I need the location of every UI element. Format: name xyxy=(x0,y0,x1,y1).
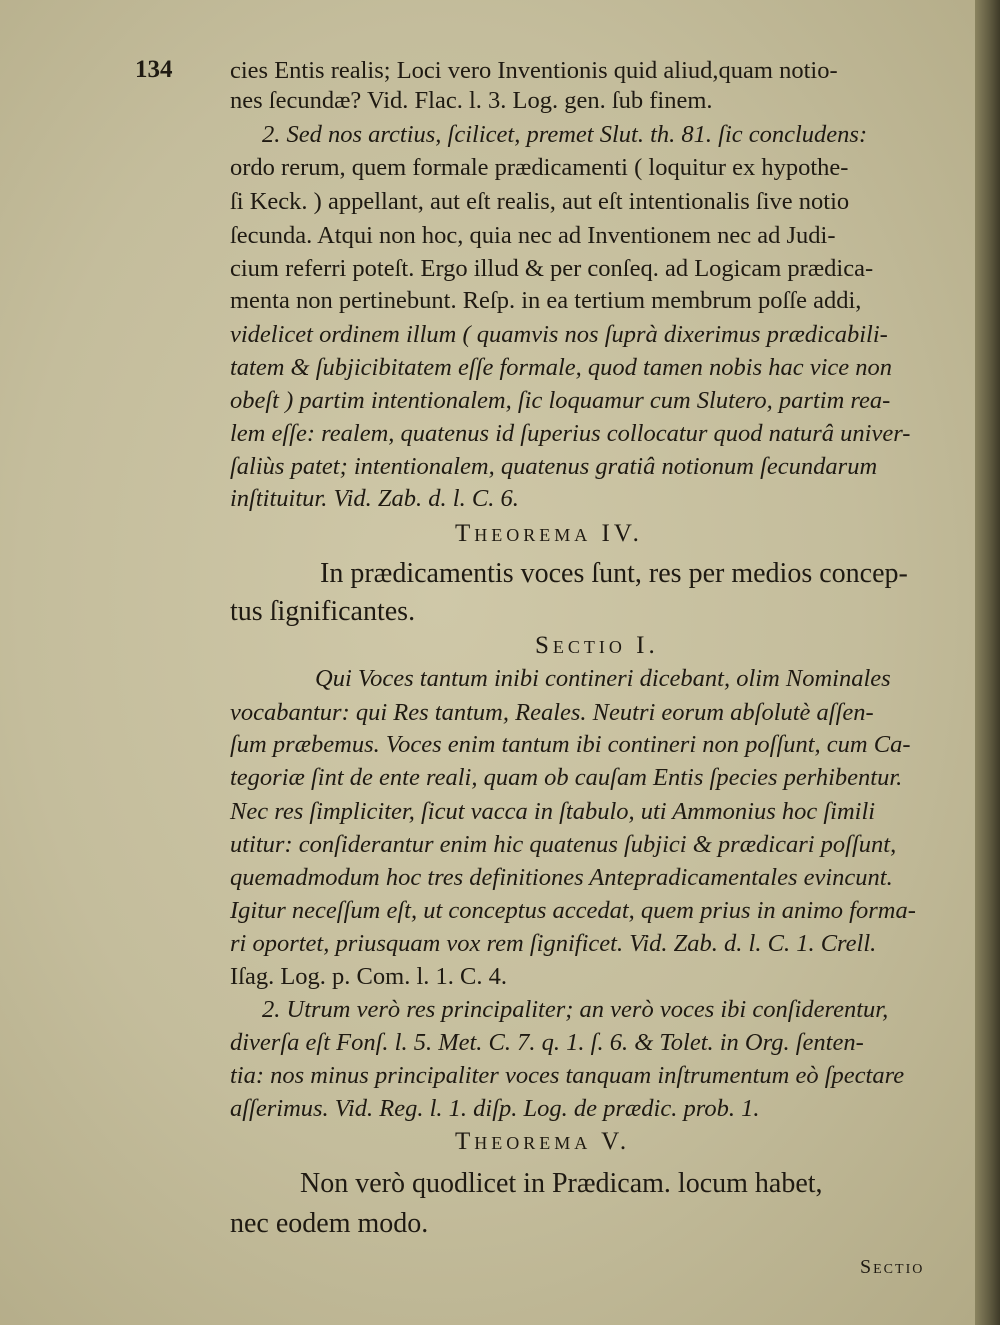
page-edge xyxy=(975,0,1000,1325)
text-line: utitur: conſiderantur enim hic quatenus ſubjici & prædicari poſſunt, xyxy=(230,831,897,858)
text-line: 2. Sed nos arctius, ſcilicet, premet Slut. th. 81. ſic concludens: xyxy=(262,121,868,148)
text-line: ſum præbemus. Voces enim tantum ibi contineri non poſſunt, cum Ca- xyxy=(230,731,911,758)
text-line: 2. Utrum verò res principaliter; an verò voces ibi conſiderentur, xyxy=(262,996,889,1023)
text-line: diverſa eſt Fonſ. l. 5. Met. C. 7. q. 1. ſ. 6. & Tolet. in Org. ſenten- xyxy=(230,1029,864,1056)
text-line: tia: nos minus principaliter voces tanquam inſtrumentum eò ſpectare xyxy=(230,1062,905,1089)
text-line: Qui Voces tantum inibi contineri dicebant, olim Nominales xyxy=(315,665,891,692)
text-line: tegoriæ ſint de ente reali, quam ob cauſam Entis ſpecies perhibentur. xyxy=(230,764,903,791)
theorem-text-line: In prædicamentis voces ſunt, res per medios concep- xyxy=(320,558,908,589)
text-line: menta non pertinebunt. Reſp. in ea tertium membrum poſſe addi, xyxy=(230,287,862,314)
text-line: inſtituitur. Vid. Zab. d. l. C. 6. xyxy=(230,485,519,512)
theorem-text-line: tus ſignificantes. xyxy=(230,596,416,627)
section-heading: Sectio I. xyxy=(535,632,659,659)
theorem-text-line: nec eodem modo. xyxy=(230,1208,429,1239)
page-number: 134 xyxy=(135,56,173,83)
text-line: ordo rerum, quem formale prædicamenti ( loquitur ex hypothe- xyxy=(230,154,849,181)
text-line: ri oportet, priusquam vox rem ſignificet. Vid. Zab. d. l. C. 1. Crell. xyxy=(230,930,877,957)
text-line: videlicet ordinem illum ( quamvis nos ſuprà dixerimus prædicabili- xyxy=(230,321,888,348)
text-line: nes ſecundæ? Vid. Flac. l. 3. Log. gen. ſub finem. xyxy=(230,87,713,114)
text-line: aſſerimus. Vid. Reg. l. 1. diſp. Log. de prædic. prob. 1. xyxy=(230,1095,760,1122)
text-line: Nec res ſimpliciter, ſicut vacca in ſtabulo, uti Ammonius hoc ſimili xyxy=(230,798,876,825)
text-line: quemadmodum hoc tres definitiones Antepradicamentales evincunt. xyxy=(230,864,893,891)
theorem-heading: Theorema IV. xyxy=(455,520,643,547)
text-line: cies Entis realis; Loci vero Inventionis quid aliud,quam notio- xyxy=(230,57,838,84)
text-line: ſaliùs patet; intentionalem, quatenus gratiâ notionum ſecundarum xyxy=(230,453,878,480)
theorem-heading: Theorema V. xyxy=(455,1128,631,1155)
text-line: lem eſſe: realem, quatenus id ſuperius collocatur quod naturâ univer- xyxy=(230,420,911,447)
text-line: vocabantur: qui Res tantum, Reales. Neutri eorum abſolutè aſſen- xyxy=(230,699,874,726)
text-line: cium referri poteſt. Ergo illud & per conſeq. ad Logicam prædica- xyxy=(230,255,874,282)
text-line: Igitur neceſſum eſt, ut conceptus accedat, quem prius in animo forma- xyxy=(230,897,916,924)
text-line: ſecunda. Atqui non hoc, quia nec ad Inventionem nec ad Judi- xyxy=(230,222,836,249)
catchword: Sectio xyxy=(860,1256,925,1278)
text-line: Iſag. Log. p. Com. l. 1. C. 4. xyxy=(230,963,507,990)
theorem-text-line: Non verò quodlicet in Prædicam. locum habet, xyxy=(300,1168,823,1199)
text-line: obeſt ) partim intentionalem, ſic loquamur cum Slutero, partim rea- xyxy=(230,387,891,414)
text-line: tatem & ſubjicibitatem eſſe formale, quod tamen nobis hac vice non xyxy=(230,354,893,381)
text-line: ſi Keck. ) appellant, aut eſt realis, aut eſt intentionalis ſive notio xyxy=(230,188,850,215)
